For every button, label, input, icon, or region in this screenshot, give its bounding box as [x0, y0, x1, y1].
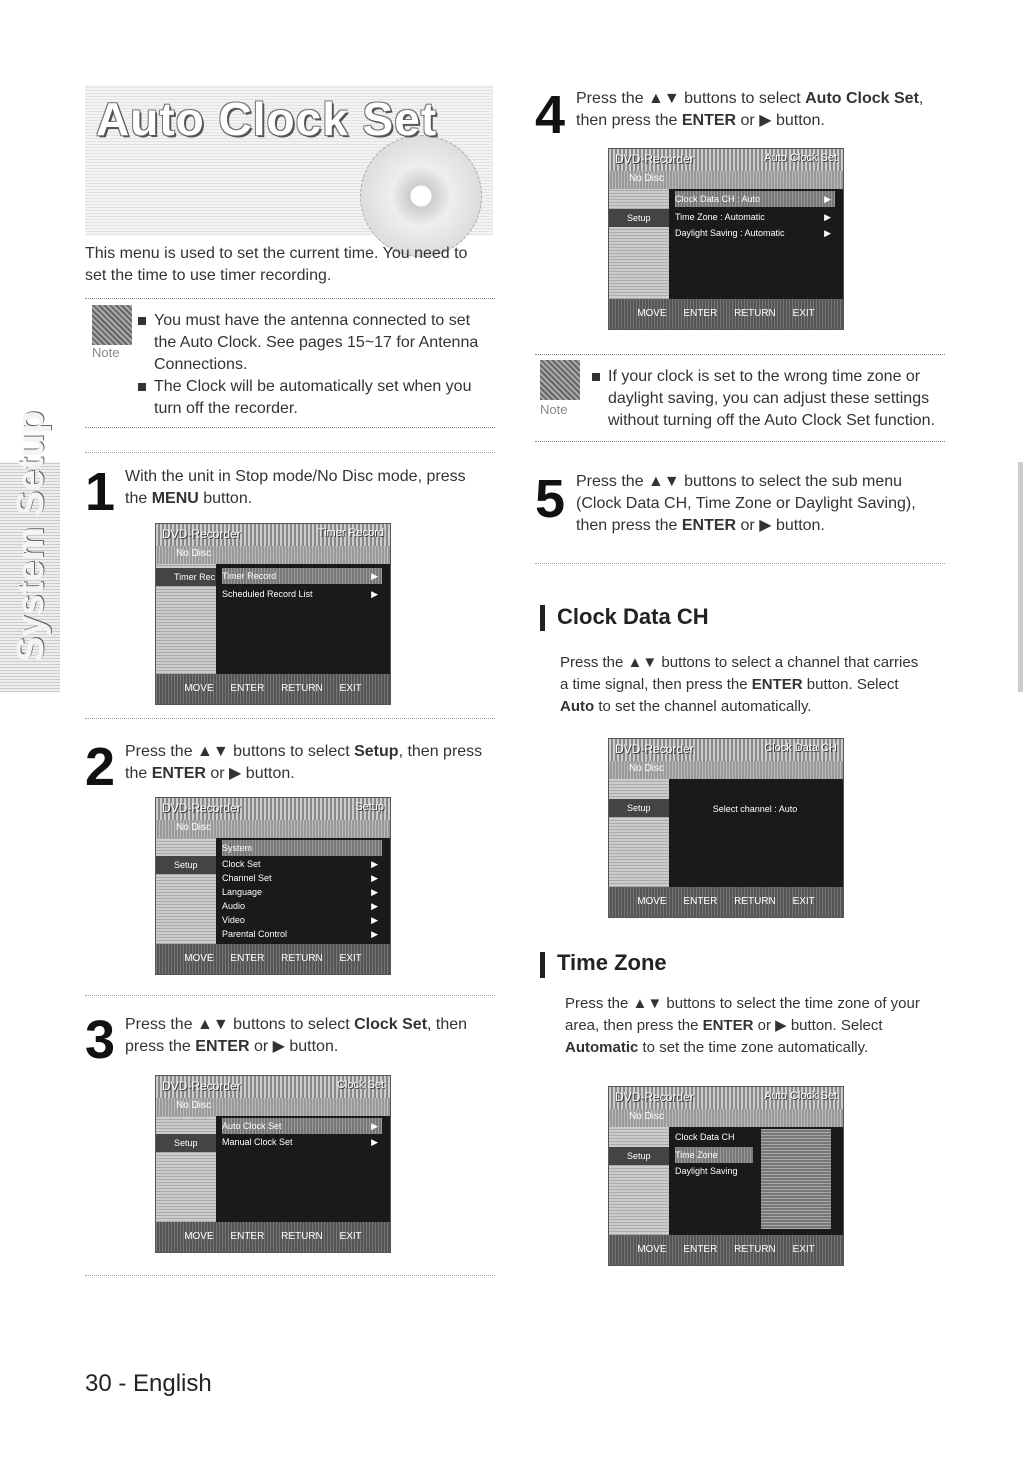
section-tab: System Setup [0, 462, 60, 692]
note-label: Note [92, 345, 120, 360]
divider [85, 1275, 495, 1276]
osd-screen: DVD-Recorder Timer Record No Disc Timer Rec Timer Record ▶ Scheduled Record List ▶ MOVE ENTER RETURN EXIT [155, 523, 391, 705]
section-marker [540, 952, 545, 978]
step-text: Press the ▲▼ buttons to select Auto Clock Set, then press the ENTER or ▶ button. [576, 90, 924, 129]
page-edge [1018, 462, 1023, 692]
page-number: 30 - English [85, 1370, 212, 1397]
step-text: Press the ▲▼ buttons to select the sub menu (Clock Data CH, Time Zone or Daylight Saving), then press the ENTER or ▶ button. [576, 473, 916, 534]
osd-screen: DVD-Recorder Clock Set No Disc Setup Auto Clock Set ▶ Manual Clock Set ▶ MOVE ENTER RETURN EXIT [155, 1075, 391, 1253]
step-text: Press the ▲▼ buttons to select Clock Set, then press the ENTER or ▶ button. [125, 1016, 468, 1055]
section-heading: Clock Data CH [557, 604, 709, 629]
page-title: Auto Clock Set [96, 93, 438, 145]
osd-screen: DVD-Recorder Setup No Disc Setup System Clock Set ▶ Channel Set ▶ Language ▶ Audio ▶ Video ▶ Parental Control ▶ MOVE ENTER RETURN EXIT [155, 797, 391, 975]
step-number: 5 [535, 469, 566, 529]
step-number: 1 [85, 462, 116, 522]
step-text: Press the ▲▼ buttons to select Setup, then press the ENTER or ▶ button. [125, 743, 483, 782]
section-marker [540, 605, 545, 631]
note-icon [540, 360, 580, 400]
step-number: 2 [85, 737, 116, 797]
osd-screen: DVD-Recorder Clock Data CH No Disc Setup Select channel : Auto MOVE ENTER RETURN EXIT [608, 738, 844, 918]
intro-text: This menu is used to set the current time. You need to set the time to use timer recording. [85, 245, 468, 284]
note-icon [92, 305, 132, 345]
divider [535, 563, 945, 564]
divider [85, 718, 495, 719]
divider [85, 995, 495, 996]
disc-graphic [360, 135, 482, 257]
divider [85, 452, 495, 453]
step-text: With the unit in Stop mode/No Disc mode, press the MENU button. [125, 468, 466, 507]
timezone-list [761, 1129, 831, 1229]
note-item: If your clock is set to the wrong time zone or daylight saving, you can adjust these settings without turning off the Auto Clock Set function. [592, 366, 958, 432]
section-text: Press the ▲▼ buttons to select a channel that carries a time signal, then press the ENTER button. Select Auto to set the channel automatically. [560, 654, 919, 715]
note-label: Note [540, 402, 568, 417]
section-heading: Time Zone [557, 950, 667, 975]
step-number: 4 [535, 85, 566, 145]
osd-screen: DVD-Recorder Auto Clock Set No Disc Setup Clock Data CH Time Zone Daylight Saving MOVE ENTER RETURN EXIT [608, 1086, 844, 1266]
step-number: 3 [85, 1010, 116, 1070]
section-text: Press the ▲▼ buttons to select the time zone of your area, then press the ENTER or ▶ button. Select Automatic to set the time zone automatically. [565, 995, 920, 1056]
osd-screen: DVD-Recorder Auto Clock Set No Disc Setup Clock Data CH : Auto ▶ Time Zone : Automatic ▶ Daylight Saving : Automatic ▶ MOVE ENTER RETURN EXIT [608, 148, 844, 330]
note-item: You must have the antenna connected to set the Auto Clock. See pages 15~17 for Antenna Connections. The Clock will be automatically set when you turn off the recorder. [138, 310, 488, 420]
